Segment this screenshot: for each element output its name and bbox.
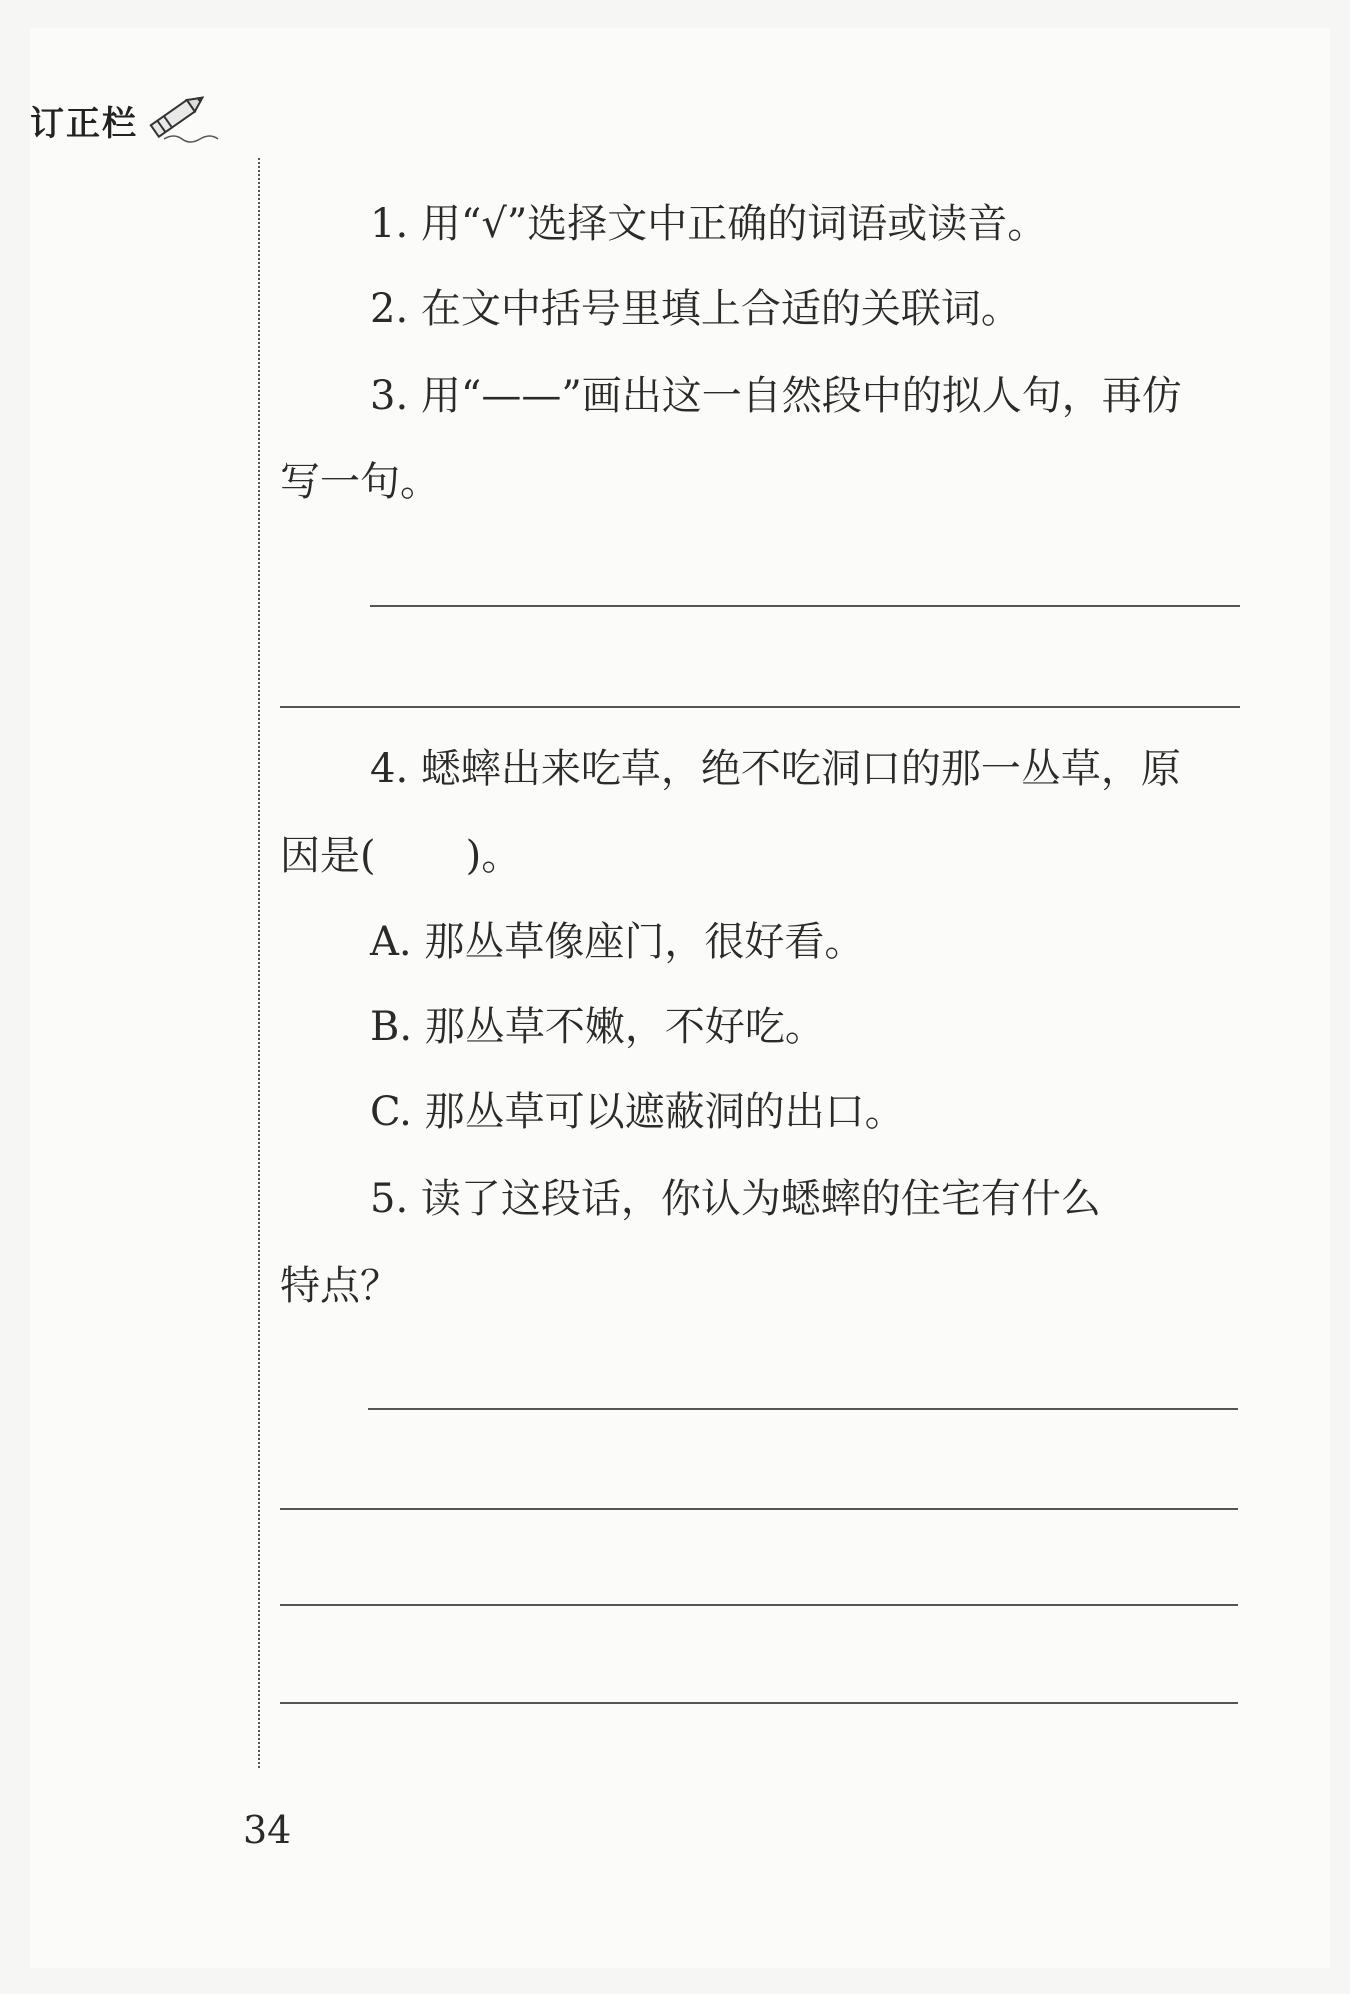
option-b: B. 那丛草不嫩，不好吃。 xyxy=(370,1004,825,1050)
question-4-line-1: 4. 蟋蟀出来吃草，绝不吃洞口的那一丛草，原 xyxy=(370,746,1181,792)
page-number: 34 xyxy=(243,1808,292,1852)
answer-line[interactable] xyxy=(280,706,1240,708)
option-a: A. 那丛草像座门，很好看。 xyxy=(370,919,865,965)
question-3-line-2: 写一句。 xyxy=(280,459,440,505)
question-4-prefix: 因是( xyxy=(280,833,376,879)
answer-line[interactable] xyxy=(280,1508,1238,1510)
margin-dotted-divider xyxy=(258,158,260,1768)
answer-line[interactable] xyxy=(280,1702,1238,1704)
answer-line[interactable] xyxy=(368,1408,1238,1410)
question-3-line-1: 3. 用“——”画出这一自然段中的拟人句，再仿 xyxy=(370,373,1182,419)
question-5-line-2: 特点？ xyxy=(280,1263,400,1309)
question-1: 1. 用“√”选择文中正确的词语或读音。 xyxy=(370,201,1048,247)
question-4-line-2 xyxy=(280,832,521,880)
question-2: 2. 在文中括号里填上合适的关联词。 xyxy=(370,286,1021,332)
pencil-icon xyxy=(134,95,224,145)
correction-column-title: 订正栏 xyxy=(30,103,138,144)
question-4-suffix: )。 xyxy=(465,833,522,879)
answer-line[interactable] xyxy=(280,1604,1238,1606)
option-c: C. 那丛草可以遮蔽洞的出口。 xyxy=(370,1089,905,1135)
question-5-line-1: 5. 读了这段话，你认为蟋蟀的住宅有什么 xyxy=(370,1176,1101,1222)
answer-line[interactable] xyxy=(370,605,1240,607)
correction-column-header xyxy=(30,95,224,145)
